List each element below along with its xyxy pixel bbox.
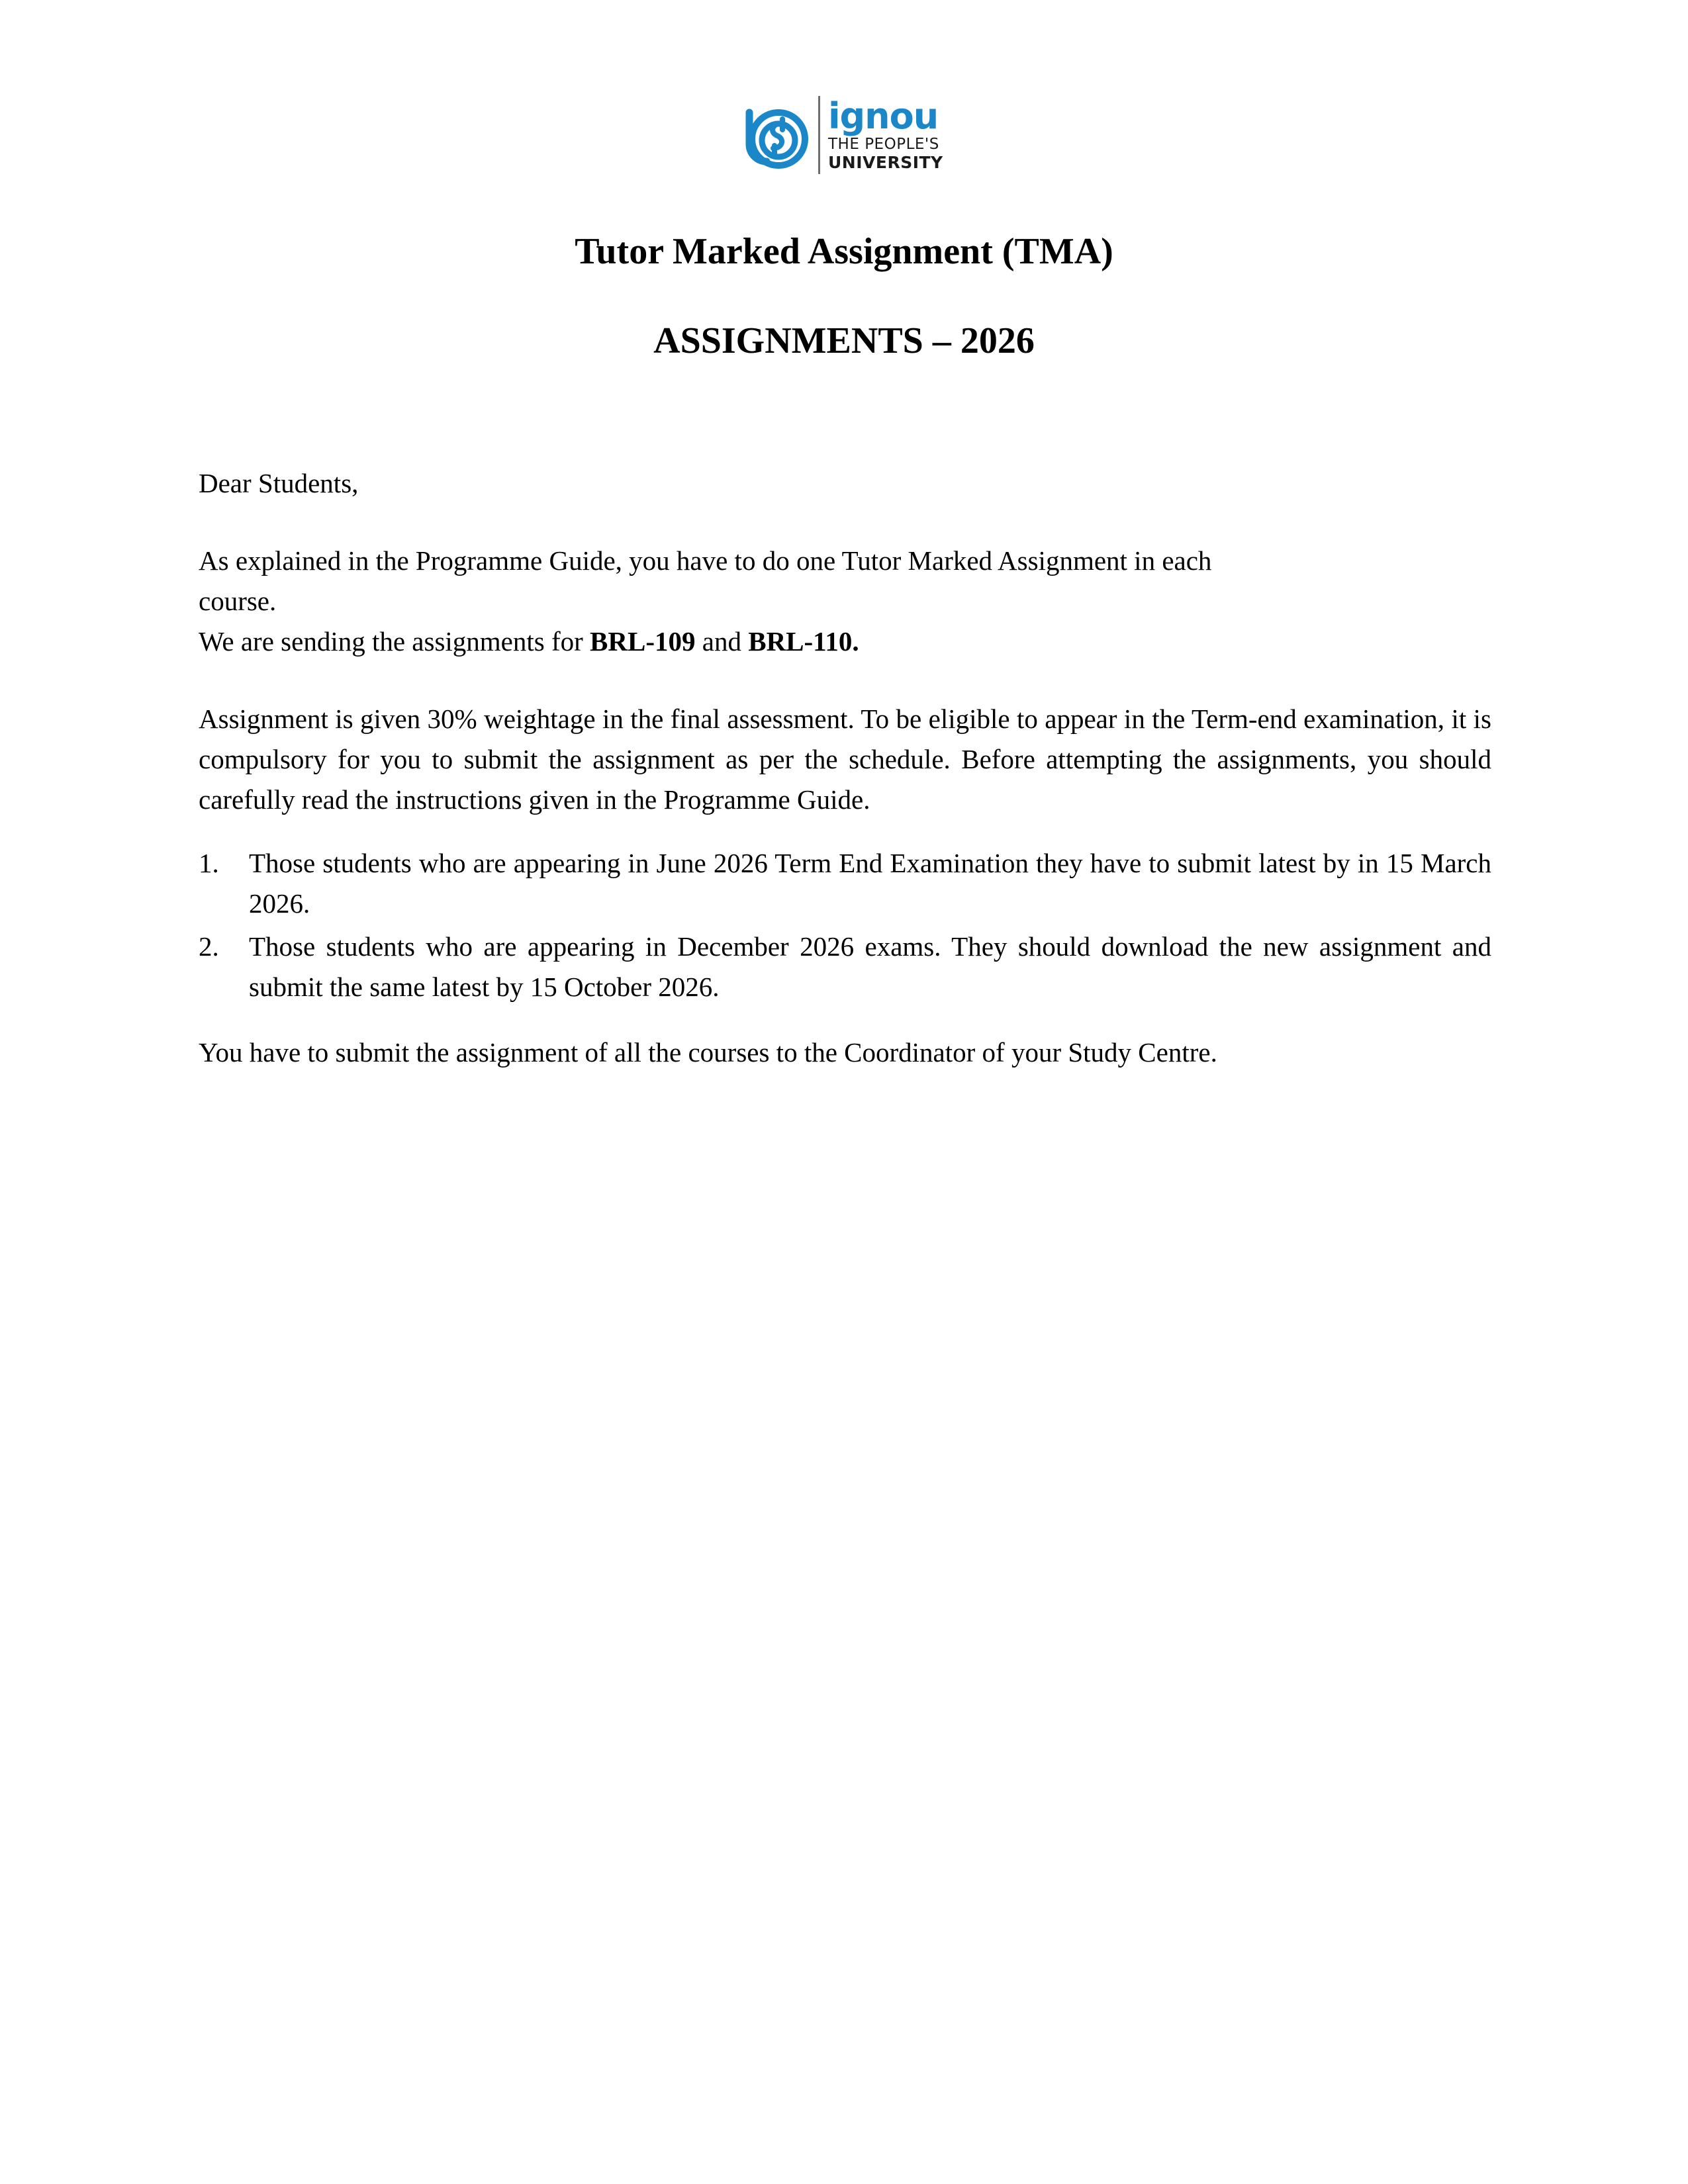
list-item [199, 843, 1491, 924]
logo-tagline-line-1: THE PEOPLE'S [828, 136, 939, 154]
intro-line-2: course. [199, 586, 277, 617]
salutation: Dear Students, [199, 468, 359, 498]
list-item-marker: 2. [199, 931, 219, 962]
intro-paragraph [199, 541, 1491, 662]
logo-wordmark-group [828, 95, 943, 173]
course-code-brl-110: BRL-110. [748, 626, 859, 657]
page-title: Tutor Marked Assignment (TMA) [575, 231, 1113, 272]
ignou-emblem-icon [740, 98, 812, 172]
spacer [199, 821, 1491, 843]
page-subtitle: ASSIGNMENTS – 2026 [653, 320, 1035, 361]
spacer [199, 504, 1491, 541]
logo-tagline-line-2: UNIVERSITY [828, 153, 943, 173]
course-code-brl-109: BRL-109 [590, 626, 696, 657]
ignou-logo [740, 85, 952, 185]
intro-line-1: As explained in the Programme Guide, you have to do one Tutor Marked Assignment in each [199, 545, 1212, 576]
document-body [199, 463, 1491, 1073]
list-item-text: Those students who are appearing in June 2026 Term End Examination they have to submit latest by in 15 March 2026. [249, 847, 1491, 919]
list-item [199, 927, 1491, 1007]
spacer [199, 662, 1491, 699]
instructions-list [199, 843, 1491, 1007]
closing-paragraph: You have to submit the assignment of all the courses to the Coordinator of your Study Centre. [199, 1036, 1217, 1068]
logo-divider [818, 96, 820, 174]
list-item-marker: 1. [199, 847, 219, 878]
list-item-text: Those students who are appearing in December 2026 exams. They should download the new assignment and submit the same latest by 15 October 2026. [249, 931, 1491, 1002]
logo-wordmark: ignou [828, 95, 939, 137]
weightage-paragraph: Assignment is given 30% weightage in the final assessment. To be eligible to appear in the Term-end examination, it is compulsory for you to submit the assignment as per the schedule. Before attempting the assignments, you should carefully read the instructions given in the Programme Guide. [199, 704, 1491, 815]
spacer [199, 1010, 1491, 1032]
sending-prefix: We are sending the assignments for [199, 626, 590, 657]
sending-conjunction: and [695, 626, 749, 657]
